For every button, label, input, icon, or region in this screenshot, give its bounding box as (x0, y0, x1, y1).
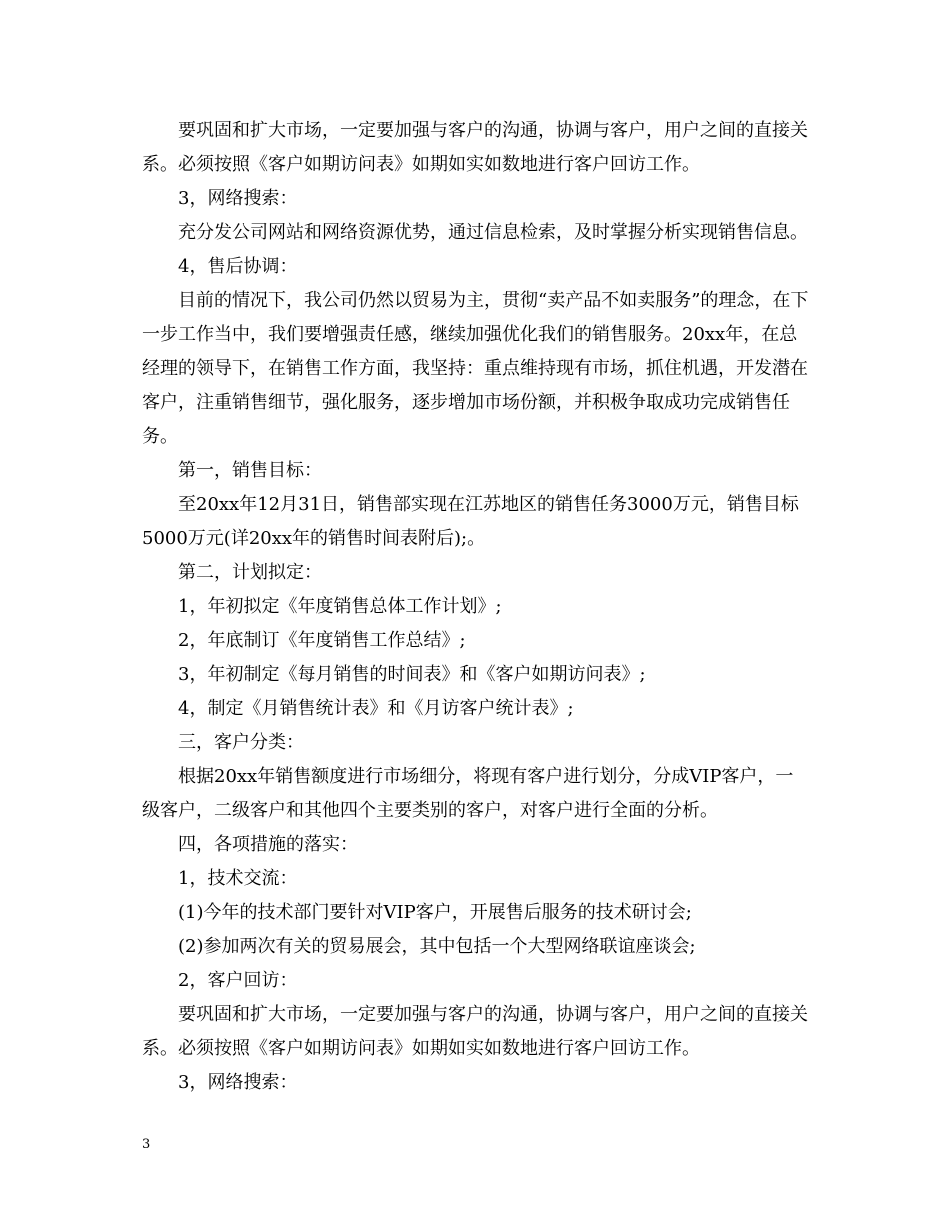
paragraph-6: 第一，销售目标： (178, 460, 322, 481)
paragraph-20: 要巩固和扩大市场，一定要加强与客户的沟通，协调与客户，用户之间的直接关系。必须按照《客户如期访问表》如期如实如数地进行客户回访工作。 (142, 1004, 808, 1059)
paragraph-2: 3，网络搜索： (178, 188, 298, 209)
paragraph-18: (2)参加两次有关的贸易展会，其中包括一个大型网络联谊座谈会; (178, 936, 696, 957)
paragraph-13: 三，客户分类： (178, 732, 304, 753)
paragraph-10: 2，年底制订《年度销售工作总结》; (178, 630, 466, 651)
paragraph-15: 四，各项措施的落实： (178, 834, 358, 855)
paragraph-7: 至20xx年12月31日，销售部实现在江苏地区的销售任务3000万元，销售目标5000万元(详20xx年的销售时间表附后);。 (142, 494, 799, 549)
paragraph-16: 1，技术交流： (178, 868, 298, 889)
paragraph-5: 目前的情况下，我公司仍然以贸易为主，贯彻“卖产品不如卖服务”的理念，在下一步工作当中，我们要增强责任感，继续加强优化我们的销售服务。20xx年，在总经理的领导下，在销售工作方面，我坚持：重点维持现有市场，抓住机遇，开发潜在客户，注重销售细节，强化服务，逐步增加市场份额，并积极争取成功完成销售任务。 (142, 290, 809, 447)
paragraph-12: 4，制定《月销售统计表》和《月访客户统计表》; (178, 698, 574, 719)
paragraph-9: 1，年初拟定《年度销售总体工作计划》; (178, 596, 502, 617)
paragraph-19: 2，客户回访： (178, 970, 298, 991)
paragraph-11: 3，年初制定《每月销售的时间表》和《客户如期访问表》; (178, 664, 646, 685)
paragraph-17: (1)今年的技术部门要针对VIP客户，开展售后服务的技术研讨会; (178, 902, 692, 923)
paragraph-1: 要巩固和扩大市场，一定要加强与客户的沟通，协调与客户，用户之间的直接关系。必须按照《客户如期访问表》如期如实如数地进行客户回访工作。 (142, 120, 808, 175)
paragraph-3: 充分发公司网站和网络资源优势，通过信息检索，及时掌握分析实现销售信息。 (178, 222, 808, 243)
page-number: 3 (142, 1137, 151, 1152)
paragraph-8: 第二，计划拟定： (178, 562, 322, 583)
paragraph-14: 根据20xx年销售额度进行市场细分，将现有客户进行划分，分成VIP客户，一级客户，二级客户和其他四个主要类别的客户，对客户进行全面的分析。 (142, 766, 794, 821)
paragraph-4: 4，售后协调： (178, 256, 298, 277)
paragraph-21: 3，网络搜索： (178, 1072, 298, 1093)
